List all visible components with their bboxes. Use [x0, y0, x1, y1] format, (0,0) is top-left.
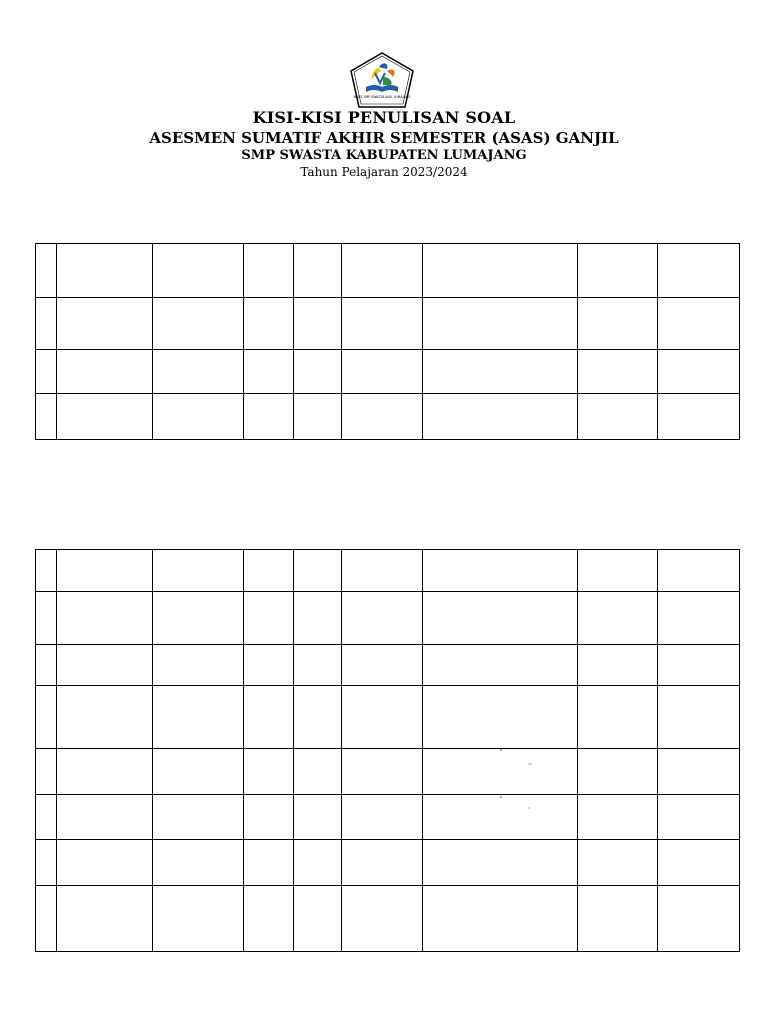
academic-year: Tahun Pelajaran 2023/2024 [300, 165, 468, 179]
table-row [36, 749, 740, 795]
table-row [36, 795, 740, 840]
table-row [36, 686, 740, 749]
table-row [36, 244, 740, 298]
table-row [36, 550, 740, 592]
table-2 [35, 549, 740, 952]
logo-text: MKKS SMP SWASTA KAB. LUMAJANG [353, 95, 411, 99]
table-row [36, 592, 740, 645]
school-emblem-icon [349, 51, 415, 109]
table-1 [35, 243, 740, 440]
document-title: KISI-KISI PENULISAN SOAL [252, 108, 516, 127]
stray-marks [495, 745, 535, 815]
document-subtitle: ASESMEN SUMATIF AKHIR SEMESTER (ASAS) GANJIL [149, 129, 619, 147]
table-row [36, 394, 740, 440]
table-row [36, 886, 740, 952]
table-row [36, 840, 740, 886]
table-row [36, 645, 740, 686]
table-row [36, 298, 740, 350]
school-name: SMP SWASTA KABUPATEN LUMAJANG [241, 148, 527, 163]
table-row [36, 350, 740, 394]
